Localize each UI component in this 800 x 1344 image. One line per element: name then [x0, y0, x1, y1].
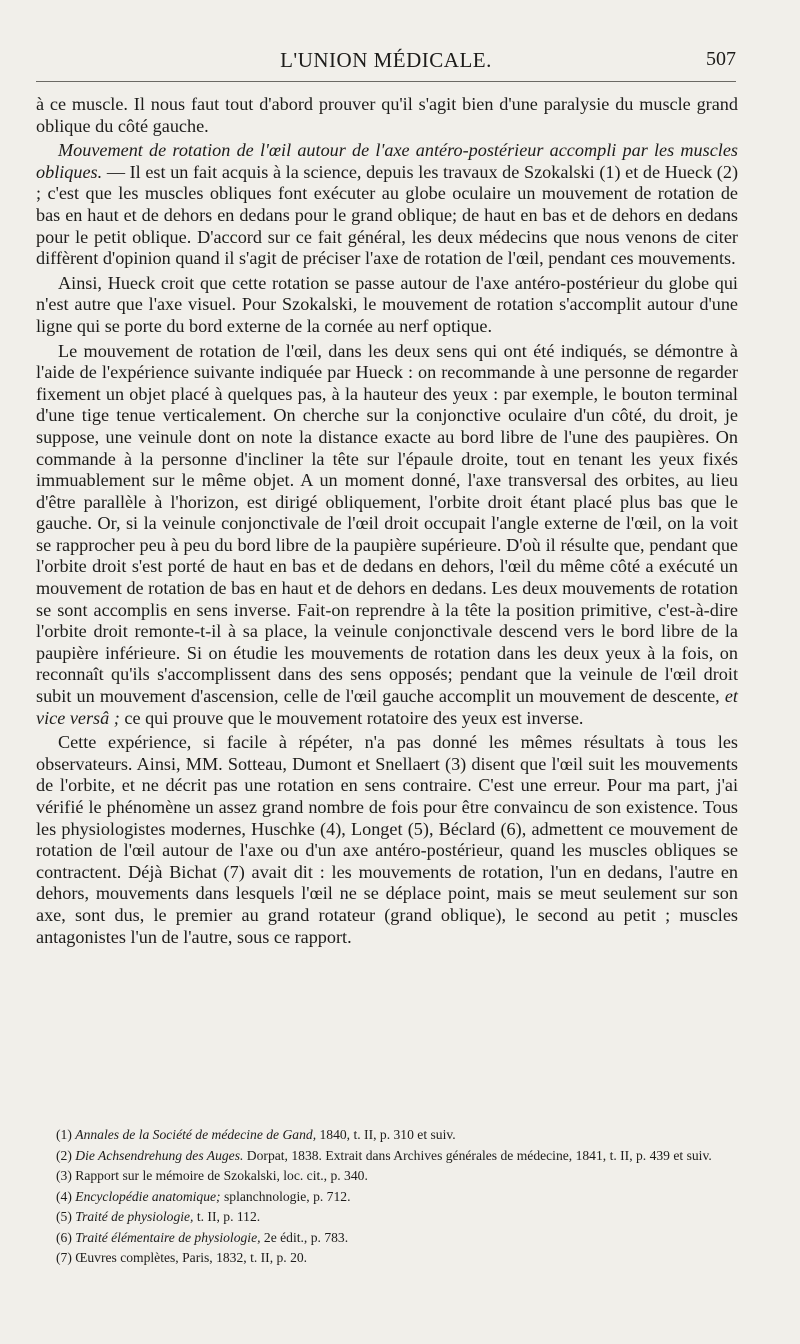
footnote-text: Dorpat, 1838. Extrait dans Archives générales de médecine, 1841, t. II, p. 439 et suiv. [243, 1147, 712, 1163]
footnote-number: (5) [56, 1209, 72, 1224]
paragraph-5 [36, 732, 738, 948]
footnotes [36, 1125, 738, 1269]
paragraph-4-text-a: Le mouvement de rotation de l'œil, dans les deux sens qui ont été indiqués, se démontre à l'aide de l'expérience suivante indiquée par Hueck : on recommande à une personne de regarder fixement un objet placé à quelques pas, à la hauteur des yeux : par exemple, le bouton terminal d'une tige tenue verticalement. On cherche sur la conjonctive oculaire d'un côté, du droit, je suppose, une veinule dont on note la distance exacte au bord libre de l'une des paupières. On commande à la personne d'incliner la tête sur l'épaule droite, tout en tenant les yeux fixés immuablement sur le même objet. A un moment donné, l'axe transversal des orbites, au lieu d'être parallèle à l'horizon, est dirigé obliquement, l'orbite droit étant placé plus bas que le gauche. Or, si la veinule conjonctivale de l'œil droit occupait l'angle externe de l'œil, on la voit se rapprocher peu à peu du bord libre de la paupière supérieure. D'où il résulte que, pendant que l'orbite droit s'est porté de haut en bas et de dedans en dehors, l'œil du même côté a exécuté un mouvement de rotation de bas en haut et de dehors en dedans. Les deux mouvements de rotation se sont accomplis en sens inverse. Fait-on reprendre à la tête la position primitive, c'est-à-dire l'orbite droit remonte-t-il à sa place, la veinule conjonctivale descend vers le bord libre de la paupière inférieure. Si on étudie les mouvements de rotation dans les deux yeux à la fois, on reconnaît qu'ils s'accomplissent dans des sens opposés; pendant que la veinule de l'œil droit subit un mouvement d'ascension, celle de l'œil gauche accomplit un mouvement de descente, [36, 340, 738, 707]
footnote [36, 1166, 738, 1187]
paragraph-3 [36, 273, 738, 338]
footnote [36, 1125, 738, 1146]
footnote-text: splanchnologie, p. 712. [220, 1188, 351, 1204]
footnote-text: 2e édit., p. 783. [260, 1229, 349, 1245]
header-rule [36, 81, 736, 82]
footnote-number: (4) [56, 1188, 72, 1204]
footnote-text: t. II, p. 112. [193, 1209, 261, 1224]
footnote-text: Rapport sur le mémoire de Szokalski, loc. cit., p. 340. [71, 1168, 368, 1183]
footnote-title: Traité élémentaire de physiologie, [75, 1229, 261, 1245]
footnote-title: Die Achsendrehung des Auges. [75, 1147, 244, 1163]
paragraph-1-text: à ce muscle. Il nous faut tout d'abord prouver qu'il s'agit bien d'une paralysie du muscle grand oblique du côté gauche. [36, 94, 738, 136]
footnote [36, 1228, 738, 1249]
paragraph-2-text: — Il est un fait acquis à la science, depuis les travaux de Szokalski (1) et de Hueck (2) ; c'est que les muscles obliques font exécuter au globe oculaire un mouvement de rotation de bas en haut et de dehors en dedans pour le grand oblique; de haut en bas et de dehors en dedans pour le petit oblique. D'accord sur ce fait général, les deux médecins que nous venons de citer diffèrent d'opinion quand il s'agit de préciser l'axe de rotation de l'œil, pendant ces mouvements. [36, 161, 738, 269]
footnote-number: (6) [56, 1229, 72, 1245]
footnote-title: Traité de physiologie, [75, 1209, 194, 1224]
footnote [36, 1146, 738, 1167]
body-text [36, 94, 738, 951]
footnote-title: Encyclopédie anatomique; [75, 1188, 221, 1204]
paragraph-5-text: Cette expérience, si facile à répéter, n'a pas donné les mêmes résultats à tous les observateurs. Ainsi, MM. Sotteau, Dumont et Snellaert (3) disent que l'œil suit les mouvements de l'orbite, et ne décrit pas une rotation en sens contraire. C'est une erreur. Pour ma part, j'ai vérifié le phénomène un assez grand nombre de fois pour être convaincu de son existence. Tous les physiologistes modernes, Huschke (4), Longet (5), Béclard (6), admettent ce mouvement de rotation de l'œil autour de l'axe ou d'un axe antéro-postérieur, quand les muscles obliques se contractent. Déjà Bichat (7) avait dit : les mouvements de rotation, l'un en dedans, l'autre en dehors, mouvements dans lesquels l'œil ne se déplace point, mais se meut seulement sur son axe, sont dus, le premier au grand rotateur (grand oblique), le second au petit ; muscles antagonistes l'un de l'autre, sous ce rapport. [36, 732, 738, 947]
footnote-text: Œuvres complètes, Paris, 1832, t. II, p. 20. [71, 1250, 308, 1265]
footnote [36, 1248, 738, 1269]
footnote [36, 1207, 738, 1228]
page-number: 507 [706, 48, 736, 70]
paragraph-4-text-b: ce qui prouve que le mouvement rotatoire des yeux est inverse. [119, 707, 584, 728]
running-title: L'UNION MÉDICALE. [280, 48, 492, 72]
footnote [36, 1187, 738, 1208]
footnote-number: (2) [56, 1147, 72, 1163]
footnote-text: 1840, t. II, p. 310 et suiv. [316, 1127, 456, 1142]
paragraph-2 [36, 140, 738, 270]
paragraph-4 [36, 341, 738, 730]
paragraph-1 [36, 94, 738, 137]
page-header [36, 48, 736, 76]
paragraph-3-text: Ainsi, Hueck croit que cette rotation se passe autour de l'axe antéro-postérieur du globe qui n'est autre que l'axe visuel. Pour Szokalski, le mouvement de rotation s'accomplit autour d'une ligne qui se porte du bord externe de la cornée au nerf optique. [36, 272, 738, 336]
section-heading: Mouvement de rotation de l'œil autour de l'axe antéro-postérieur accompli par les muscles obliques. [36, 140, 738, 182]
footnote-number: (1) [56, 1127, 72, 1142]
footnote-number: (7) [56, 1250, 72, 1265]
footnote-title: Annales de la Société de médecine de Gand, [75, 1127, 317, 1142]
footnote-number: (3) [56, 1168, 72, 1183]
paragraph-4-italic: et vice versâ ; [36, 686, 738, 728]
